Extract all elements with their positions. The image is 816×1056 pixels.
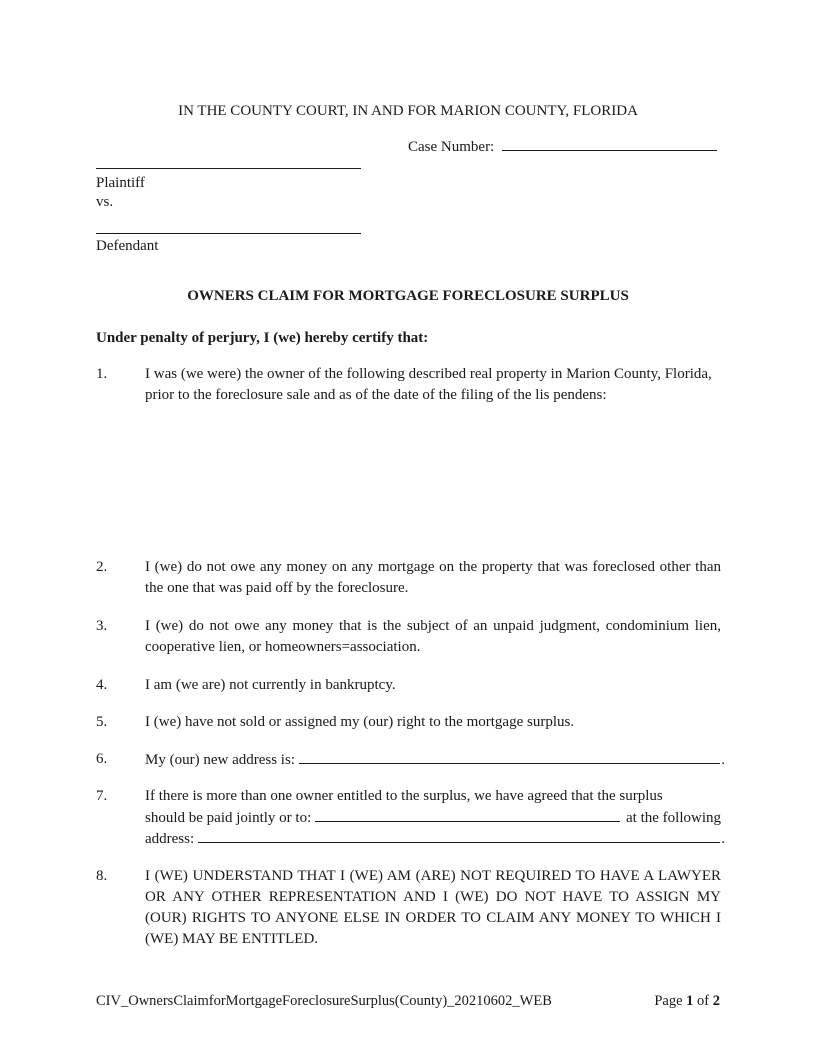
new-address-field[interactable]	[299, 749, 720, 764]
joint-payee-field[interactable]	[315, 807, 620, 822]
vs-label: vs.	[96, 194, 114, 210]
defendant-name-field[interactable]	[96, 233, 361, 234]
court-heading: IN THE COUNTY COURT, IN AND FOR MARION COUNTY, FLORIDA	[178, 103, 638, 119]
item-4-text: I am (we are) not currently in bankruptcy.	[145, 677, 396, 693]
form-identifier: CIV_OwnersClaimforMortgageForeclosureSurplus(County)_20210602_WEB	[96, 993, 552, 1009]
item-7-line-3	[145, 828, 725, 850]
case-number-row	[408, 136, 717, 158]
property-description-area[interactable]	[145, 410, 721, 540]
item-number: 1.	[96, 366, 108, 382]
item-number: 2.	[96, 559, 108, 575]
item-6-text: My (our) new address is:	[145, 752, 295, 768]
item-6-row	[145, 749, 725, 771]
page-current: 1	[686, 993, 694, 1009]
defendant-label: Defendant	[96, 238, 159, 254]
item-number: 5.	[96, 714, 108, 730]
item-number: 3.	[96, 618, 108, 634]
page-word: Page	[654, 993, 683, 1009]
page-total: 2	[712, 993, 720, 1009]
item-7-line-2	[145, 807, 721, 829]
plaintiff-label: Plaintiff	[96, 175, 145, 191]
item-8-text: I (WE) UNDERSTAND THAT I (WE) AM (ARE) NOT REQUIRED TO HAVE A LAWYER OR ANY OTHER REPRESENTATION AND I (WE) DO NOT HAVE TO ASSIGN MY (OUR) RIGHTS TO ANYONE ELSE IN ORDER TO CLAIM ANY MONEY TO WHICH I (WE) MAY BE ENTITLED.	[145, 868, 721, 947]
of-word: of	[697, 993, 710, 1009]
item-6-period: .	[721, 752, 725, 768]
item-7-address-text: address:	[145, 831, 195, 847]
item-7-following-text: at the following	[626, 810, 721, 826]
certify-statement: Under penalty of perjury, I (we) hereby certify that:	[96, 330, 429, 346]
item-1-text: I was (we were) the owner of the following described real property in Marion County, Florida, prior to the foreclosure sale and as of the date of the filing of the lis pendens:	[145, 366, 712, 403]
item-3-text: I (we) do not owe any money that is the subject of an unpaid judgment, condominium lien, cooperative lien, or homeowners=association.	[145, 618, 721, 655]
joint-address-field[interactable]	[198, 828, 720, 843]
item-7-paid-to-text: should be paid jointly or to:	[145, 810, 312, 826]
item-5-text: I (we) have not sold or assigned my (our) right to the mortgage surplus.	[145, 714, 575, 730]
item-number: 8.	[96, 868, 108, 884]
plaintiff-name-field[interactable]	[96, 168, 361, 169]
page-indicator	[654, 991, 720, 1012]
case-number-label: Case Number:	[408, 139, 495, 155]
case-number-field[interactable]	[502, 136, 717, 151]
document-title: OWNERS CLAIM FOR MORTGAGE FORECLOSURE SURPLUS	[187, 288, 629, 304]
item-2-text: I (we) do not owe any money on any mortgage on the property that was foreclosed other than the one that was paid off by the foreclosure.	[145, 559, 721, 596]
item-7-line-1: If there is more than one owner entitled to the surplus, we have agreed that the surplus	[145, 788, 663, 804]
item-number: 7.	[96, 788, 108, 804]
item-number: 6.	[96, 751, 108, 767]
item-7-period: .	[721, 831, 725, 847]
item-number: 4.	[96, 677, 108, 693]
